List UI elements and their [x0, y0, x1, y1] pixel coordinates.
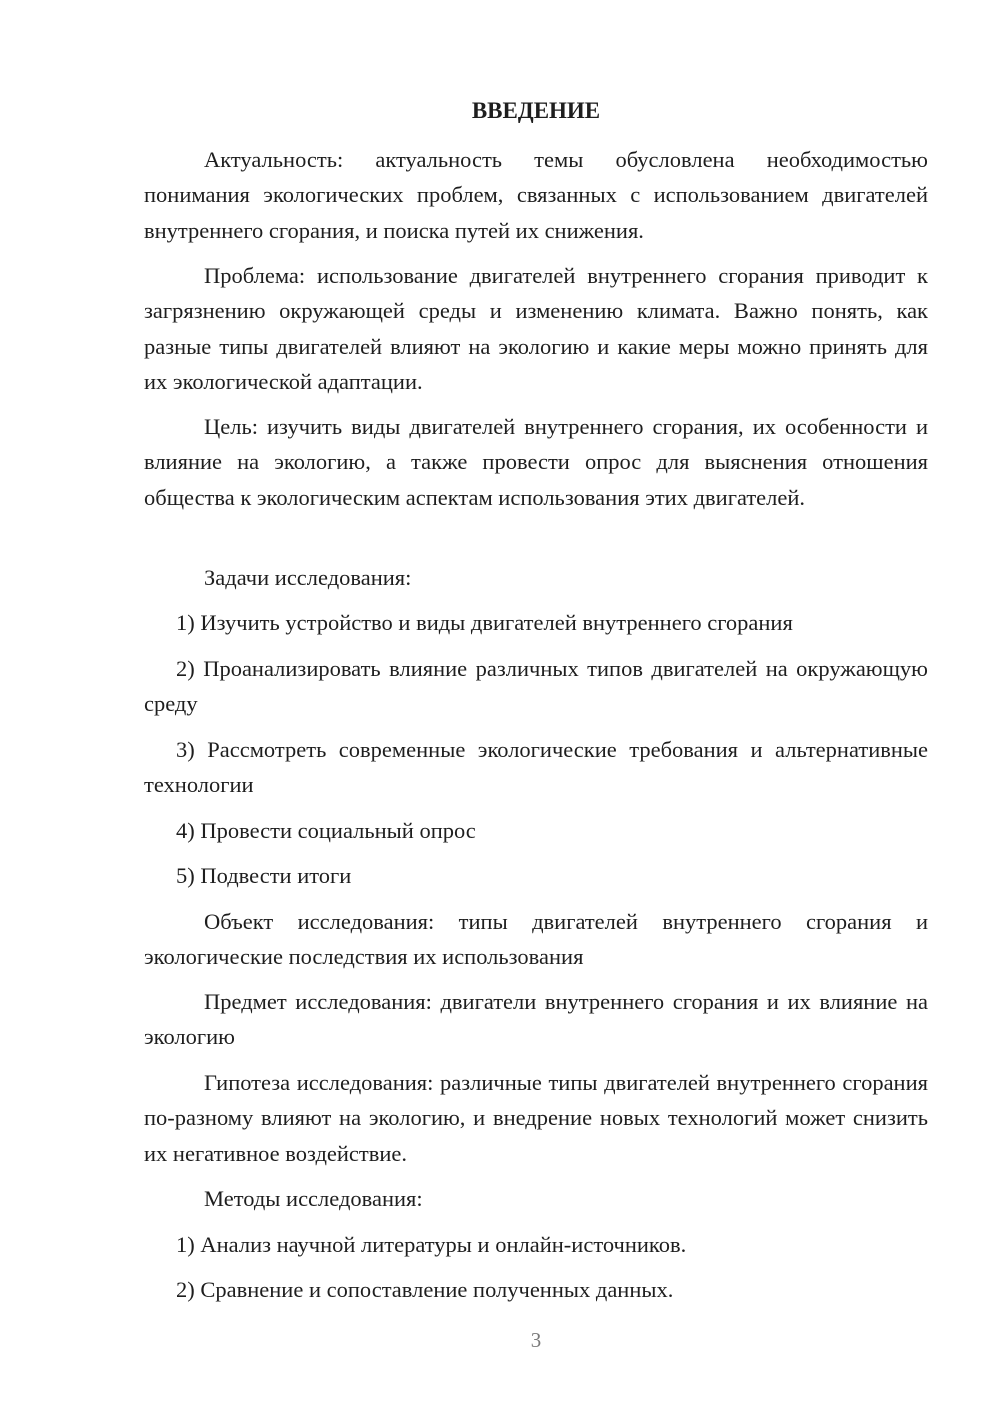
task-item-2: 2) Проанализировать влияние различных типов двигателей на окружающую среду	[144, 656, 928, 717]
task-item-4: 4) Провести социальный опрос	[176, 818, 476, 843]
page-number: 3	[530, 1328, 542, 1352]
hypothesis-paragraph: Гипотеза исследования: различные типы двигателей внутреннего сгорания по-разному влияют на экологию, и внедрение новых технологий может снизить их негативное воздействие.	[144, 1070, 928, 1166]
problem-paragraph: Проблема: использование двигателей внутреннего сгорания приводит к загрязнению окружающей среды и изменению климата. Важно понять, как разные типы двигателей влияют на экологию и какие меры можно принять для их экологической адаптации.	[144, 263, 928, 394]
methods-title: Методы исследования:	[204, 1186, 423, 1211]
task-item-3: 3) Рассмотреть современные экологические требования и альтернативные технологии	[144, 737, 928, 798]
task-item-5: 5) Подвести итоги	[176, 863, 352, 888]
method-item-2: 2) Сравнение и сопоставление полученных данных.	[176, 1277, 674, 1302]
method-item-1: 1) Анализ научной литературы и онлайн-источников.	[176, 1232, 687, 1257]
section-heading: ВВЕДЕНИЕ	[471, 98, 601, 123]
task-item-1: 1) Изучить устройство и виды двигателей внутреннего сгорания	[176, 610, 793, 635]
subject-paragraph: Предмет исследования: двигатели внутреннего сгорания и их влияние на экологию	[144, 989, 928, 1050]
document-page	[144, 0, 928, 1414]
goal-paragraph: Цель: изучить виды двигателей внутреннего сгорания, их особенности и влияние на экологию, а также провести опрос для выяснения отношения общества к экологическим аспектам использования этих двигателей.	[144, 414, 928, 510]
tasks-title: Задачи исследования:	[204, 565, 412, 590]
relevance-paragraph: Актуальность: актуальность темы обусловлена необходимостью понимания экологических проблем, связанных с использованием двигателей внутреннего сгорания, и поиска путей их снижения.	[144, 147, 928, 243]
object-paragraph: Объект исследования: типы двигателей внутреннего сгорания и экологические последствия их использования	[144, 909, 928, 970]
